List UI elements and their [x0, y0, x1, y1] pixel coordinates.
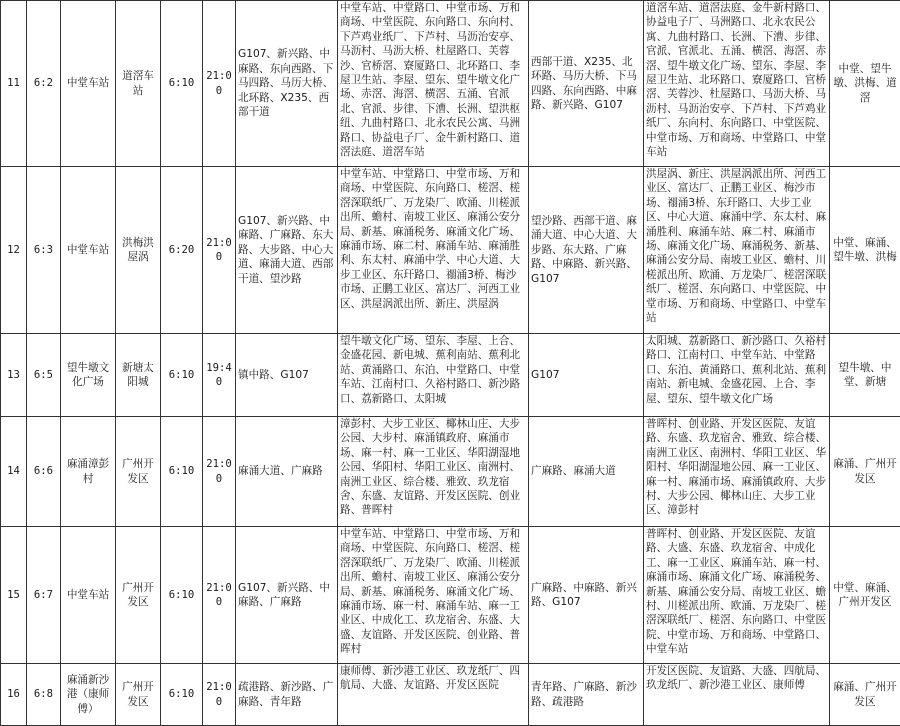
- last-bus-time: 19:40: [203, 334, 236, 417]
- main-roads: 镇中路、G107: [236, 334, 338, 417]
- row-number: 12: [1, 167, 27, 334]
- end-station: 新塘太阳城: [116, 334, 161, 417]
- table-row: [1, 334, 900, 417]
- end-station: 道滘车站: [116, 1, 161, 167]
- end-station: 广州开发区: [116, 664, 161, 726]
- stops-inbound: 太阳城、荔新路口、新沙路口、久裕村路口、江南村口、中堂车站、中堂路口、东泊、黄涌路口、蕉利北站、蕉利南站、新电城、金盛花园、上合、李屋、望东、望牛墩文化广场: [644, 334, 830, 417]
- row-number: 14: [1, 417, 27, 527]
- row-number: 11: [1, 1, 27, 167]
- start-station: 中堂车站: [61, 527, 116, 664]
- last-bus-time: 21:00: [203, 417, 236, 527]
- stops-outbound: 中堂车站、中堂路口、中堂市场、万和商场、中堂医院、东向路口、东向村、下芦鸡业纸厂、下芦村、马沥治安亭、马沥村、马沥大桥、杜屋路口、芙蓉沙、官桥滘、寮厦路口、北环路口、李屋卫生站、李屋、望东、望牛墩文化广场、赤滘、海滘、横滘、五涌、官派北、官派、步律、下漕、长洲、望洪枢纽、九曲村路口、北永农民公寓、马洲路口、协益电子厂、金牛新村路口、道滘法庭、道滘车站: [338, 1, 529, 167]
- end-station: 广州开发区: [116, 417, 161, 527]
- stops-inbound: 洪屋涡、新庄、洪屋涡派出所、河西工业区、富达厂、正鹏工业区、梅沙市场、禤涌3桥、东玕路口、大步工业区、中心大道、麻涌中学、东太村、麻涌胜利、麻涌车站、麻二村、麻涌市场、麻涌文化广场、麻涌税务、新基、麻涌公安分局、南坡工业区、蟾村、川槎派出所、欧涌、万龙染厂、槎滘深联纸厂、槎滘、东向路口、中堂医院、中堂市场、万和商场、中堂路口、中堂车站: [644, 167, 830, 334]
- towns-served: 麻涌、广州开发区: [830, 417, 900, 527]
- row-number: 16: [1, 664, 27, 726]
- row-number: 15: [1, 527, 27, 664]
- towns-served: 麻涌、广州开发区: [830, 664, 900, 726]
- towns-served: 中堂、望牛墩、洪梅、道滘: [830, 1, 900, 167]
- route-code: 6:5: [27, 334, 61, 417]
- start-station: 中堂车站: [61, 167, 116, 334]
- stops-outbound: 中堂车站、中堂路口、中堂市场、万和商场、中堂医院、东向路口、槎滘、槎滘深联纸厂、万龙染厂、欧涌、川槎派出所、蟾村、南坡工业区、麻涌公安分局、新基、麻涌税务、麻涌文化广场、麻涌市场、麻一村、麻涌车站、麻一工业区、中成化工、玖龙宿舍、东盛、大盛、友谊路、开发区医院、创业路、普晖村: [338, 527, 529, 664]
- main-roads: G107、新兴路、中麻路、东向西路、下马四路、马历大桥、北环路、X235、西部干道: [236, 1, 338, 167]
- route-code: 6:3: [27, 167, 61, 334]
- main-roads: 麻涌大道、广麻路: [236, 417, 338, 527]
- end-station: 广州开发区: [116, 527, 161, 664]
- route-code: 6:8: [27, 664, 61, 726]
- stops-outbound: 漳彭村、大步工业区、椰林山庄、大步公园、大步村、麻涌镇政府、麻涌市场、麻一村、麻一工业区、华阳湖湿地公园、华阳村、华阳工业区、南洲村、南洲工业区、综合楼、雅致、玖龙宿舍、东盛、友谊路、开发区医院、创业路、普晖村: [338, 417, 529, 527]
- table-row: [1, 1, 900, 167]
- first-bus-time: 6:10: [161, 664, 203, 726]
- first-bus-time: 6:10: [161, 417, 203, 527]
- row-number: 13: [1, 334, 27, 417]
- via-roads: 望沙路、西部干道、麻涌大道、中心大道、大步路、东大路、广麻路、中麻路、新兴路、G107: [529, 167, 644, 334]
- last-bus-time: 21:00: [203, 1, 236, 167]
- stops-inbound: 普晖村、创业路、开发区医院、友谊路、大盛、东盛、玖龙宿舍、中成化工、麻一工业区、麻涌车站、麻一村、麻涌市场、麻涌文化广场、麻涌税务、新基、麻涌公安分局、南坡工业区、蟾村、川槎派出所、欧涌、万龙染厂、槎滘深联纸厂、槎滘、东向路口、中堂医院、中堂市场、万和商场、中堂路口、中堂车站: [644, 527, 830, 664]
- last-bus-time: 21:00: [203, 167, 236, 334]
- main-roads: 疏港路、新沙路、广麻路、青年路: [236, 664, 338, 726]
- stops-outbound: 望牛墩文化广场、望东、李屋、上合、金盛花园、新电城、蕉利南站、蕉利北站、黄涌路口、东泊、中堂路口、中堂车站、江南村口、久裕村路口、新沙路口、荔新路口、太阳城: [338, 334, 529, 417]
- route-code: 6:2: [27, 1, 61, 167]
- table-row: [1, 664, 900, 726]
- via-roads: 青年路、广麻路、新沙路、疏港路: [529, 664, 644, 726]
- start-station: 麻涌新沙港（康师傅）: [61, 664, 116, 726]
- first-bus-time: 6:10: [161, 527, 203, 664]
- towns-served: 中堂、麻涌、广州开发区: [830, 527, 900, 664]
- stops-outbound: 康师傅、新沙港工业区、玖龙纸厂、四航局、大盛、友谊路、开发区医院: [338, 664, 529, 726]
- table-row: [1, 417, 900, 527]
- main-roads: G107、新兴路、中麻路、广麻路: [236, 527, 338, 664]
- last-bus-time: 21:00: [203, 527, 236, 664]
- start-station: 望牛墩文化广场: [61, 334, 116, 417]
- end-station: 洪梅洪屋涡: [116, 167, 161, 334]
- stops-inbound: 道滘车站、道滘法庭、金牛新村路口、协益电子厂、马洲路口、北永农民公寓、九曲村路口、长洲、下漕、步律、官派、官派北、五涌、横滘、海滘、赤滘、望牛墩文化广场、望东、李屋、李屋卫生站、北环路口、寮厦路口、官桥滘、芙蓉沙、杜屋路口、马沥大桥、马沥村、马沥治安亭、下芦村、下芦鸡业纸厂、东向村、东向路口、中堂医院、中堂市场、万和商场、中堂路口、中堂车站: [644, 1, 830, 167]
- stops-outbound: 中堂车站、中堂路口、中堂市场、万和商场、中堂医院、东向路口、槎滘、槎滘深联纸厂、万龙染厂、欧涌、川槎派出所、蟾村、南坡工业区、麻涌公安分局、新基、麻涌税务、麻涌文化广场、麻涌市场、麻二村、麻涌车站、麻涌胜利、东太村、麻涌中学、中心大道、大步工业区、东玕路口、禤涌3桥、梅沙市场、正鹏工业区、富达厂、河西工业区、洪屋涡派出所、新庄、洪屋涡: [338, 167, 529, 334]
- via-roads: 广麻路、中麻路、新兴路、G107: [529, 527, 644, 664]
- route-code: 6:6: [27, 417, 61, 527]
- first-bus-time: 6:20: [161, 167, 203, 334]
- start-station: 中堂车站: [61, 1, 116, 167]
- via-roads: 西部干道、X235、北环路、马历大桥、下马四路、东向西路、中麻路、新兴路、G107: [529, 1, 644, 167]
- table-row: [1, 527, 900, 664]
- towns-served: 中堂、麻涌、望牛墩、洪梅: [830, 167, 900, 334]
- start-station: 麻涌漳彭村: [61, 417, 116, 527]
- last-bus-time: 21:00: [203, 664, 236, 726]
- route-code: 6:7: [27, 527, 61, 664]
- first-bus-time: 6:10: [161, 334, 203, 417]
- towns-served: 望牛墩、中堂、新塘: [830, 334, 900, 417]
- via-roads: 广麻路、麻涌大道: [529, 417, 644, 527]
- stops-inbound: 普晖村、创业路、开发区医院、友谊路、东盛、玖龙宿舍、雅致、综合楼、南洲工业区、南洲村、华阳工业区、华阳村、华阳湖湿地公园、麻一工业区、麻一村、麻涌市场、麻涌镇政府、大步村、大步公园、椰林山庄、大步工业区、漳彭村: [644, 417, 830, 527]
- table-row: [1, 167, 900, 334]
- main-roads: G107、新兴路、中麻路、广麻路、东大路、大步路、中心大道、麻涌大道、西部干道、望沙路: [236, 167, 338, 334]
- via-roads: G107: [529, 334, 644, 417]
- first-bus-time: 6:10: [161, 1, 203, 167]
- stops-inbound: 开发区医院、友谊路、大盛、四航局、玖龙纸厂、新沙港工业区、康师傅: [644, 664, 830, 726]
